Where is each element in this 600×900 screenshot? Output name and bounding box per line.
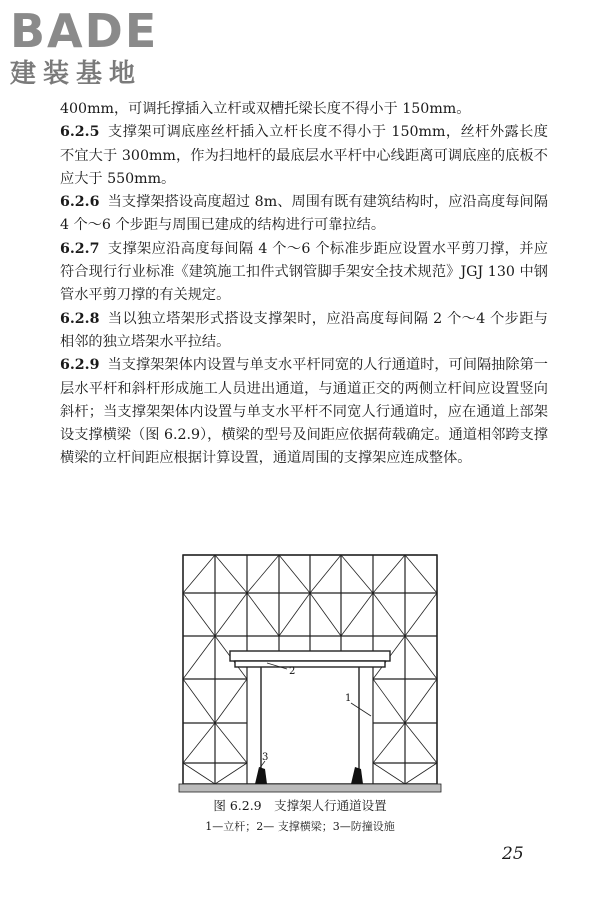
clause-text: 支撑架应沿高度每间隔 4 个～6 个标准步距应设置水平剪刀撑，并应符合现行行业标准《建筑施工扣件式钢管脚手架安全技术规范》JGJ 130 中钢管水平剪刀撑的有关规定。 — [60, 240, 548, 304]
ground — [179, 784, 441, 792]
clause-text: 支撑架可调底座丝杆插入立杆长度不得小于 150mm，丝杆外露长度不宜大于 300mm，作为扫地杆的最底层水平杆中心线距离可调底座的底板不应大于 550mm。 — [60, 124, 548, 187]
clause-number: 6.2.7 — [60, 240, 100, 257]
clause-6-2-7 — [60, 238, 548, 308]
clause-number: 6.2.9 — [60, 357, 100, 374]
clause-6-2-5 — [60, 121, 548, 191]
logo-brand: BADE — [10, 4, 159, 58]
clause-text: 当支撑架架体内设置与单支水平杆同宽的人行通道时，可间隔抽除第一层水平杆和斜杆形成施工人员进出通道，与通道正交的两侧立杆间应设置竖向斜杆；当支撑架架体内设置与单支水平杆不同宽人行通道时，应在通道上部架设支撑横梁（图 6.2.9），横梁的型号及间距应依据荷载确定。通道相邻跨支撑横梁的立杆间距应根据计算设置，通道周围的支撑架应连成整体。 — [60, 357, 548, 467]
figure-legend: 1—立杆；2— 支撑横梁；3—防撞设施 — [205, 820, 395, 833]
page-number: 25 — [502, 844, 524, 864]
clause-number: 6.2.6 — [60, 194, 100, 211]
clause-number: 6.2.8 — [60, 310, 100, 327]
logo — [10, 6, 190, 98]
figure-label: 3 — [262, 752, 269, 763]
figure-scaffold-passage — [175, 551, 445, 801]
clause-6-2-9 — [60, 354, 548, 470]
paragraph-continuation: 400mm，可调托撑插入立杆或双槽托梁长度不得小于 150mm。 — [60, 101, 471, 117]
support-beam — [230, 651, 390, 784]
body-text — [60, 98, 548, 471]
clause-number: 6.2.5 — [60, 124, 100, 141]
figure-label: 1 — [345, 693, 352, 704]
clause-6-2-6 — [60, 191, 548, 238]
clause-text: 当以独立塔架形式搭设支撑架时，应沿高度每间隔 2 个～4 个步距与相邻的独立塔架水平拉结。 — [60, 310, 548, 350]
logo-subtitle: 建装基地 — [10, 59, 143, 89]
figure-caption: 图 6.2.9 支撑架人行通道设置 — [213, 798, 387, 813]
figure-label: 2 — [289, 666, 296, 677]
clause-text: 当支撑架搭设高度超过 8m、周围有既有建筑结构时，应沿高度每间隔 4 个～6 个步距与周围已建成的结构进行可靠拉结。 — [60, 194, 548, 234]
clause-6-2-8 — [60, 308, 548, 355]
leader-lines — [259, 663, 371, 769]
crash-barrier — [255, 767, 363, 784]
scaffold-frame — [183, 555, 437, 784]
